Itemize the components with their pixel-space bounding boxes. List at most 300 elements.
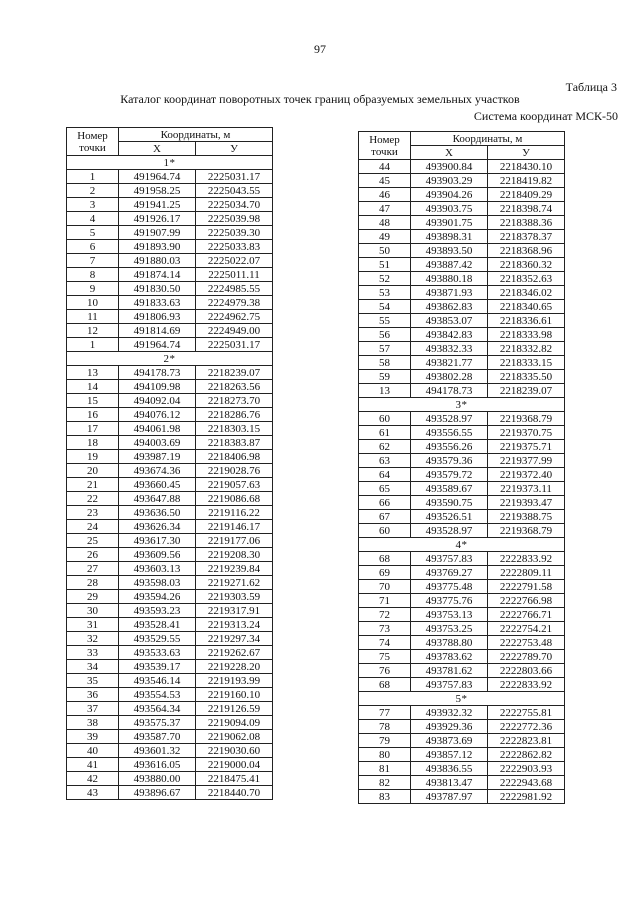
point-number-cell: 66: [359, 496, 411, 510]
x-coordinate-cell: 493593.23: [119, 604, 196, 618]
y-coordinate-cell: 2219057.63: [196, 478, 273, 492]
table-row: [359, 510, 565, 524]
x-coordinate-cell: 493821.77: [411, 356, 488, 370]
y-coordinate-cell: 2224985.55: [196, 282, 273, 296]
y-coordinate-cell: 2218360.32: [488, 258, 565, 272]
point-number-cell: 32: [67, 632, 119, 646]
point-number-cell: 54: [359, 300, 411, 314]
x-coordinate-cell: 493587.70: [119, 730, 196, 744]
table-row: [359, 720, 565, 734]
x-coordinate-cell: 493556.55: [411, 426, 488, 440]
table-row: [67, 758, 273, 772]
point-number-cell: 60: [359, 412, 411, 426]
x-coordinate-cell: 494076.12: [119, 408, 196, 422]
y-coordinate-cell: 2218388.36: [488, 216, 565, 230]
table-row: [67, 282, 273, 296]
x-coordinate-cell: 494061.98: [119, 422, 196, 436]
point-number-cell: 19: [67, 450, 119, 464]
coordinates-header: Координаты, м: [119, 128, 273, 142]
x-coordinate-cell: 493904.26: [411, 188, 488, 202]
table-row: [67, 408, 273, 422]
y-coordinate-cell: 2225033.83: [196, 240, 273, 254]
point-number-cell: 79: [359, 734, 411, 748]
point-number-cell: 2: [67, 184, 119, 198]
x-coordinate-cell: 493857.12: [411, 748, 488, 762]
table-row: [67, 548, 273, 562]
point-number-cell: 33: [67, 646, 119, 660]
coordinates-body-right: [359, 160, 565, 804]
table-row: [359, 748, 565, 762]
y-coordinate-cell: 2218440.70: [196, 786, 273, 800]
x-coordinate-cell: 493900.84: [411, 160, 488, 174]
parcel-group-label: 2*: [67, 352, 273, 366]
y-coordinate-cell: 2224949.00: [196, 324, 273, 338]
point-number-cell: 16: [67, 408, 119, 422]
point-number-cell: 38: [67, 716, 119, 730]
x-coordinate-cell: 493529.55: [119, 632, 196, 646]
point-number-cell: 17: [67, 422, 119, 436]
y-coordinate-cell: 2222981.92: [488, 790, 565, 804]
page-number: 97: [314, 42, 326, 56]
table-row: [359, 216, 565, 230]
x-coordinate-cell: 493579.36: [411, 454, 488, 468]
table-row: [359, 608, 565, 622]
y-coordinate-cell: 2218239.07: [196, 366, 273, 380]
point-number-cell: 8: [67, 268, 119, 282]
point-number-cell: 42: [67, 772, 119, 786]
x-coordinate-cell: 493660.45: [119, 478, 196, 492]
point-number-cell: 52: [359, 272, 411, 286]
y-coordinate-cell: 2219368.79: [488, 524, 565, 538]
x-coordinate-cell: 493603.13: [119, 562, 196, 576]
point-number-header-line1: Номер: [77, 129, 108, 142]
point-number-cell: 68: [359, 678, 411, 692]
x-coordinate-cell: 493836.55: [411, 762, 488, 776]
point-number-cell: 81: [359, 762, 411, 776]
y-coordinate-cell: 2219368.79: [488, 412, 565, 426]
table-row: [359, 482, 565, 496]
x-coordinate-cell: 493564.34: [119, 702, 196, 716]
x-coordinate-cell: 491958.25: [119, 184, 196, 198]
point-number-cell: 43: [67, 786, 119, 800]
table-row: [67, 534, 273, 548]
table-row: [359, 650, 565, 664]
x-coordinate-cell: 493636.50: [119, 506, 196, 520]
table-row: [67, 422, 273, 436]
x-coordinate-cell: 493528.97: [411, 412, 488, 426]
x-coordinate-cell: 493788.80: [411, 636, 488, 650]
y-coordinate-cell: 2218406.98: [196, 450, 273, 464]
x-coordinate-cell: 493616.05: [119, 758, 196, 772]
x-coordinate-cell: 493539.17: [119, 660, 196, 674]
y-coordinate-cell: 2219370.75: [488, 426, 565, 440]
table-row: [67, 604, 273, 618]
table-row: [67, 338, 273, 352]
table-row: [359, 272, 565, 286]
point-number-cell: 61: [359, 426, 411, 440]
table-row: [67, 646, 273, 660]
table-row: [359, 552, 565, 566]
x-coordinate-cell: 494178.73: [411, 384, 488, 398]
x-coordinate-cell: 493775.76: [411, 594, 488, 608]
point-number-cell: 30: [67, 604, 119, 618]
x-coordinate-cell: 493842.83: [411, 328, 488, 342]
point-number-cell: 24: [67, 520, 119, 534]
point-number-cell: 49: [359, 230, 411, 244]
x-coordinate-cell: 493526.51: [411, 510, 488, 524]
point-number-cell: 1: [67, 338, 119, 352]
y-coordinate-cell: 2219239.84: [196, 562, 273, 576]
y-coordinate-cell: 2218419.82: [488, 174, 565, 188]
point-number-cell: 4: [67, 212, 119, 226]
x-coordinate-cell: 491964.74: [119, 338, 196, 352]
point-number-cell: 74: [359, 636, 411, 650]
x-coordinate-cell: 493893.50: [411, 244, 488, 258]
y-coordinate-cell: 2222833.92: [488, 552, 565, 566]
table-row: [67, 478, 273, 492]
x-coordinate-cell: 494092.04: [119, 394, 196, 408]
y-coordinate-cell: 2224979.38: [196, 296, 273, 310]
x-coordinate-cell: 491880.03: [119, 254, 196, 268]
x-coordinate-cell: 491941.25: [119, 198, 196, 212]
table-row: [359, 160, 565, 174]
x-coordinate-cell: 493554.53: [119, 688, 196, 702]
y-coordinate-cell: 2222903.93: [488, 762, 565, 776]
table-row: [359, 314, 565, 328]
point-number-cell: 75: [359, 650, 411, 664]
y-coordinate-cell: 2219228.20: [196, 660, 273, 674]
table-row: [67, 674, 273, 688]
point-number-cell: 28: [67, 576, 119, 590]
table-row: [67, 240, 273, 254]
y-coordinate-cell: 2222803.66: [488, 664, 565, 678]
y-coordinate-cell: 2222772.36: [488, 720, 565, 734]
y-coordinate-cell: 2219373.11: [488, 482, 565, 496]
coordinates-table-right: [358, 131, 565, 804]
x-coordinate-cell: 493783.62: [411, 650, 488, 664]
y-coordinate-cell: 2222823.81: [488, 734, 565, 748]
table-row: [359, 174, 565, 188]
x-coordinate-cell: 493873.69: [411, 734, 488, 748]
x-coordinate-cell: 493647.88: [119, 492, 196, 506]
point-number-cell: 7: [67, 254, 119, 268]
point-number-cell: 44: [359, 160, 411, 174]
y-coordinate-cell: 2222789.70: [488, 650, 565, 664]
y-coordinate-cell: 2222766.71: [488, 608, 565, 622]
table-caption: Каталог координат поворотных точек границ образуемых земельных участков: [120, 92, 520, 106]
y-coordinate-cell: 2218398.74: [488, 202, 565, 216]
x-coordinate-cell: 493781.62: [411, 664, 488, 678]
table-row: [359, 426, 565, 440]
table-row: [67, 632, 273, 646]
y-coordinate-cell: 2222943.68: [488, 776, 565, 790]
table-row: [359, 300, 565, 314]
point-number-cell: 18: [67, 436, 119, 450]
table-row: [359, 636, 565, 650]
point-number-cell: 21: [67, 478, 119, 492]
x-coordinate-cell: 493753.13: [411, 608, 488, 622]
x-coordinate-cell: 493832.33: [411, 342, 488, 356]
x-coordinate-cell: 493813.47: [411, 776, 488, 790]
table-row: [67, 492, 273, 506]
y-coordinate-cell: 2225034.70: [196, 198, 273, 212]
table-row: [67, 450, 273, 464]
x-coordinate-cell: 493601.32: [119, 744, 196, 758]
y-coordinate-cell: 2219313.24: [196, 618, 273, 632]
y-coordinate-cell: 2218335.50: [488, 370, 565, 384]
point-number-cell: 14: [67, 380, 119, 394]
y-coordinate-cell: 2225031.17: [196, 338, 273, 352]
point-number-cell: 13: [67, 366, 119, 380]
table-row: [67, 618, 273, 632]
point-number-cell: 68: [359, 552, 411, 566]
point-number-cell: 78: [359, 720, 411, 734]
table-row: [67, 394, 273, 408]
y-coordinate-cell: 2222755.81: [488, 706, 565, 720]
table-row: [67, 198, 273, 212]
x-coordinate-cell: 491814.69: [119, 324, 196, 338]
y-coordinate-cell: 2219086.68: [196, 492, 273, 506]
table-row: [67, 590, 273, 604]
table-row: [359, 384, 565, 398]
table-row: [359, 258, 565, 272]
y-coordinate-cell: 2225031.17: [196, 170, 273, 184]
x-header: X: [119, 142, 196, 156]
point-number-cell: 6: [67, 240, 119, 254]
x-coordinate-cell: 493594.26: [119, 590, 196, 604]
table-row: [67, 310, 273, 324]
point-number-cell: 13: [359, 384, 411, 398]
point-number-cell: 41: [67, 758, 119, 772]
x-coordinate-cell: 493757.83: [411, 552, 488, 566]
x-coordinate-cell: 493802.28: [411, 370, 488, 384]
table-row: [67, 786, 273, 800]
point-number-cell: 76: [359, 664, 411, 678]
point-number-header-line2: точки: [371, 145, 398, 158]
table-row: [359, 790, 565, 804]
parcel-group-row: [67, 352, 273, 366]
y-coordinate-cell: 2219177.06: [196, 534, 273, 548]
parcel-group-row: [67, 156, 273, 170]
y-coordinate-cell: 2219271.62: [196, 576, 273, 590]
x-coordinate-cell: 494109.98: [119, 380, 196, 394]
y-coordinate-cell: 2219094.09: [196, 716, 273, 730]
table-row: [359, 566, 565, 580]
x-coordinate-cell: 491893.90: [119, 240, 196, 254]
table-row: [359, 776, 565, 790]
table-row: [359, 230, 565, 244]
parcel-group-label: 3*: [359, 398, 565, 412]
y-coordinate-cell: 2222833.92: [488, 678, 565, 692]
x-coordinate-cell: 491830.50: [119, 282, 196, 296]
table-row: [359, 370, 565, 384]
y-coordinate-cell: 2222862.82: [488, 748, 565, 762]
point-number-cell: 70: [359, 580, 411, 594]
point-number-cell: 59: [359, 370, 411, 384]
point-number-cell: 25: [67, 534, 119, 548]
point-number-cell: 72: [359, 608, 411, 622]
parcel-group-row: [359, 398, 565, 412]
x-coordinate-cell: 493626.34: [119, 520, 196, 534]
x-coordinate-cell: 493929.36: [411, 720, 488, 734]
y-coordinate-cell: 2219262.67: [196, 646, 273, 660]
y-coordinate-cell: 2218340.65: [488, 300, 565, 314]
table-row: [359, 440, 565, 454]
table-row: [67, 520, 273, 534]
table-row: [67, 576, 273, 590]
x-coordinate-cell: 493903.29: [411, 174, 488, 188]
point-number-cell: 82: [359, 776, 411, 790]
x-coordinate-cell: 494003.69: [119, 436, 196, 450]
y-coordinate-cell: 2219126.59: [196, 702, 273, 716]
point-number-cell: 23: [67, 506, 119, 520]
point-number-cell: 57: [359, 342, 411, 356]
x-coordinate-cell: 493887.42: [411, 258, 488, 272]
table-row: [359, 454, 565, 468]
table-row: [359, 762, 565, 776]
x-coordinate-cell: 491926.17: [119, 212, 196, 226]
x-coordinate-cell: 493871.93: [411, 286, 488, 300]
x-coordinate-cell: 493590.75: [411, 496, 488, 510]
y-coordinate-cell: 2218336.61: [488, 314, 565, 328]
point-number-cell: 20: [67, 464, 119, 478]
point-number-cell: 5: [67, 226, 119, 240]
y-coordinate-cell: 2218303.15: [196, 422, 273, 436]
y-coordinate-cell: 2218409.29: [488, 188, 565, 202]
x-coordinate-cell: 493896.67: [119, 786, 196, 800]
x-coordinate-cell: 491874.14: [119, 268, 196, 282]
table-row: [359, 706, 565, 720]
x-coordinate-cell: 493556.26: [411, 440, 488, 454]
y-coordinate-cell: 2225043.55: [196, 184, 273, 198]
coordinate-system: Система координат МСК-50: [473, 109, 618, 123]
y-coordinate-cell: 2219303.59: [196, 590, 273, 604]
table-row: [359, 356, 565, 370]
table-row: [67, 268, 273, 282]
table-row: [359, 412, 565, 426]
table-row: [67, 170, 273, 184]
point-number-cell: 26: [67, 548, 119, 562]
table-row: [359, 622, 565, 636]
point-number-cell: 47: [359, 202, 411, 216]
point-number-cell: 65: [359, 482, 411, 496]
point-number-cell: 51: [359, 258, 411, 272]
y-coordinate-cell: 2218346.02: [488, 286, 565, 300]
table-row: [67, 772, 273, 786]
table-row: [67, 688, 273, 702]
y-coordinate-cell: 2218239.07: [488, 384, 565, 398]
table-row: [359, 342, 565, 356]
y-coordinate-cell: 2225039.30: [196, 226, 273, 240]
point-number-cell: 64: [359, 468, 411, 482]
table-row: [67, 506, 273, 520]
x-coordinate-cell: 493853.07: [411, 314, 488, 328]
x-coordinate-cell: 493769.27: [411, 566, 488, 580]
point-number-cell: 29: [67, 590, 119, 604]
x-coordinate-cell: 493898.31: [411, 230, 488, 244]
y-coordinate-cell: 2222754.21: [488, 622, 565, 636]
parcel-group-label: 5*: [359, 692, 565, 706]
point-number-cell: 1: [67, 170, 119, 184]
point-number-cell: 83: [359, 790, 411, 804]
x-coordinate-cell: 493932.32: [411, 706, 488, 720]
table-row: [359, 594, 565, 608]
point-number-cell: 12: [67, 324, 119, 338]
x-coordinate-cell: 491964.74: [119, 170, 196, 184]
y-coordinate-cell: 2218273.70: [196, 394, 273, 408]
point-number-cell: 48: [359, 216, 411, 230]
point-number-cell: 40: [67, 744, 119, 758]
y-coordinate-cell: 2218352.63: [488, 272, 565, 286]
y-coordinate-cell: 2219317.91: [196, 604, 273, 618]
y-coordinate-cell: 2219030.60: [196, 744, 273, 758]
point-number-cell: 62: [359, 440, 411, 454]
y-coordinate-cell: 2219146.17: [196, 520, 273, 534]
point-number-cell: 80: [359, 748, 411, 762]
table-row: [67, 716, 273, 730]
table-row: [67, 380, 273, 394]
table-row: [67, 324, 273, 338]
point-number-cell: 63: [359, 454, 411, 468]
parcel-group-label: 4*: [359, 538, 565, 552]
coordinates-body-left: [67, 156, 273, 800]
point-number-cell: 69: [359, 566, 411, 580]
y-coordinate-cell: 2219377.99: [488, 454, 565, 468]
table-row: [67, 254, 273, 268]
table-row: [359, 580, 565, 594]
x-coordinate-cell: 493880.18: [411, 272, 488, 286]
point-number-cell: 3: [67, 198, 119, 212]
y-header: У: [488, 146, 565, 160]
table-row: [67, 730, 273, 744]
point-number-cell: 53: [359, 286, 411, 300]
point-number-header-line1: Номер: [369, 133, 400, 146]
y-coordinate-cell: 2218333.15: [488, 356, 565, 370]
y-coordinate-cell: 2222791.58: [488, 580, 565, 594]
x-coordinate-cell: 493528.41: [119, 618, 196, 632]
y-coordinate-cell: 2225039.98: [196, 212, 273, 226]
table-row: [67, 212, 273, 226]
x-coordinate-cell: 493533.63: [119, 646, 196, 660]
point-number-cell: 46: [359, 188, 411, 202]
point-number-header-line2: точки: [79, 141, 106, 154]
point-number-cell: 45: [359, 174, 411, 188]
x-coordinate-cell: 493579.72: [411, 468, 488, 482]
point-number-cell: 73: [359, 622, 411, 636]
point-number-cell: 55: [359, 314, 411, 328]
y-coordinate-cell: 2219193.99: [196, 674, 273, 688]
parcel-group-label: 1*: [67, 156, 273, 170]
point-number-cell: 36: [67, 688, 119, 702]
x-coordinate-cell: 491833.63: [119, 296, 196, 310]
table-row: [67, 660, 273, 674]
point-number-cell: 39: [67, 730, 119, 744]
x-coordinate-cell: 493528.97: [411, 524, 488, 538]
x-coordinate-cell: 493609.56: [119, 548, 196, 562]
x-coordinate-cell: 491806.93: [119, 310, 196, 324]
x-coordinate-cell: 493753.25: [411, 622, 488, 636]
point-number-header: [359, 132, 411, 160]
point-number-cell: 60: [359, 524, 411, 538]
y-coordinate-cell: 2218333.98: [488, 328, 565, 342]
table-row: [67, 744, 273, 758]
table-row: [67, 702, 273, 716]
x-coordinate-cell: 491907.99: [119, 226, 196, 240]
coordinates-header: Координаты, м: [411, 132, 565, 146]
parcel-group-row: [359, 538, 565, 552]
table-label: Таблица 3: [565, 80, 617, 94]
point-number-cell: 15: [67, 394, 119, 408]
